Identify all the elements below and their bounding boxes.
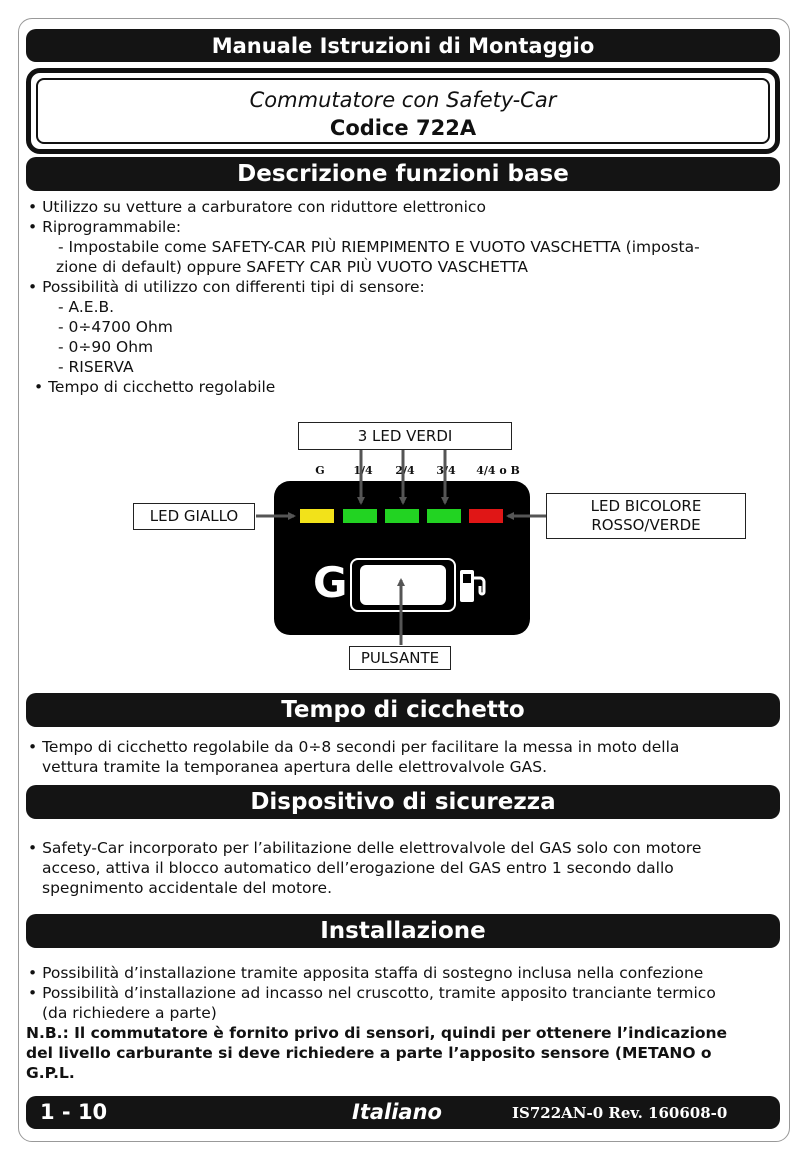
led-label-1-4: 1/4 xyxy=(353,464,373,477)
gas-g-glyph: G xyxy=(313,558,348,607)
sicurezza-text xyxy=(28,838,780,898)
section-title: Installazione xyxy=(320,918,486,944)
manual-title: Manuale Istruzioni di Montaggio xyxy=(211,33,595,58)
paragraph-line: • Possibilità d’installazione ad incasso nel cruscotto, tramite apposito tranciante termico xyxy=(28,984,716,1002)
list-subitem-cont: zione di default) oppure SAFETY CAR PIÙ VUOTO VASCHETTA xyxy=(56,258,529,276)
product-code: Codice 722A xyxy=(329,116,477,140)
section-tempo-bar xyxy=(26,693,780,727)
led-label-3-4: 3/4 xyxy=(436,464,456,477)
label-button: PULSANTE xyxy=(349,646,451,670)
sensor-item: - 0÷4700 Ohm xyxy=(58,318,173,336)
installazione-text xyxy=(28,963,780,1083)
paragraph-line: vettura tramite la temporanea apertura delle elettrovalvole GAS. xyxy=(42,758,548,776)
product-subtitle: Commutatore con Safety-Car xyxy=(249,88,557,112)
paragraph-line: • Safety-Car incorporato per l’abilitazione delle elettrovalvole del GAS solo con motore xyxy=(28,839,702,857)
sensor-item: - 0÷90 Ohm xyxy=(58,338,154,356)
document-code: IS722AN-0 Rev. 160608-0 xyxy=(512,1104,728,1122)
section-title: Descrizione funzioni base xyxy=(237,161,569,187)
language-label: Italiano xyxy=(352,1100,442,1124)
label-bicolor-line2: ROSSO/VERDE xyxy=(591,516,701,534)
sensor-item: - RISERVA xyxy=(58,358,134,376)
section-title: Dispositivo di sicurezza xyxy=(250,789,556,815)
label-yellow-led: LED GIALLO xyxy=(133,503,255,530)
section-installazione-bar xyxy=(26,914,780,948)
list-item: • Utilizzo su vetture a carburatore con riduttore elettronico xyxy=(28,198,486,216)
nb-note-line: N.B.: Il commutatore è fornito privo di sensori, quindi per ottenere l’indicazione xyxy=(26,1024,728,1042)
paragraph-line: acceso, attiva il blocco automatico dell’erogazione del GAS entro 1 secondo dallo xyxy=(42,859,674,877)
paragraph-line: • Tempo di cicchetto regolabile da 0÷8 secondi per facilitare la messa in moto della xyxy=(28,738,680,756)
tempo-text xyxy=(28,737,780,777)
paragraph-line: (da richiedere a parte) xyxy=(42,1004,217,1022)
nb-note-line: G.P.L. xyxy=(26,1064,75,1082)
list-item: • Riprogrammabile: xyxy=(28,218,182,236)
led-label-g: G xyxy=(315,464,325,477)
section-title: Tempo di cicchetto xyxy=(281,697,525,723)
list-subitem: - Impostabile come SAFETY-CAR PIÙ RIEMPIMENTO E VUOTO VASCHETTA (imposta- xyxy=(58,238,700,256)
list-item: • Tempo di cicchetto regolabile xyxy=(34,378,276,396)
led-label-2-4: 2/4 xyxy=(395,464,415,477)
paragraph-line: spegnimento accidentale del motore. xyxy=(42,879,333,897)
paragraph-line: • Possibilità d’installazione tramite apposita staffa di sostegno inclusa nella confezione xyxy=(28,964,704,982)
list-item: • Possibilità di utilizzo con differenti tipi di sensore: xyxy=(28,278,425,296)
label-green-leds: 3 LED VERDI xyxy=(298,422,512,450)
page-number: 1 - 10 xyxy=(40,1100,108,1124)
led-label-4-4-b: 4/4 o B xyxy=(476,464,520,477)
sensor-item: - A.E.B. xyxy=(58,298,115,316)
label-bicolor-line1: LED BICOLORE xyxy=(590,497,702,515)
section-sicurezza-bar xyxy=(26,785,780,819)
nb-note-line: del livello carburante si deve richiedere a parte l’apposito sensore (METANO o xyxy=(26,1044,712,1062)
